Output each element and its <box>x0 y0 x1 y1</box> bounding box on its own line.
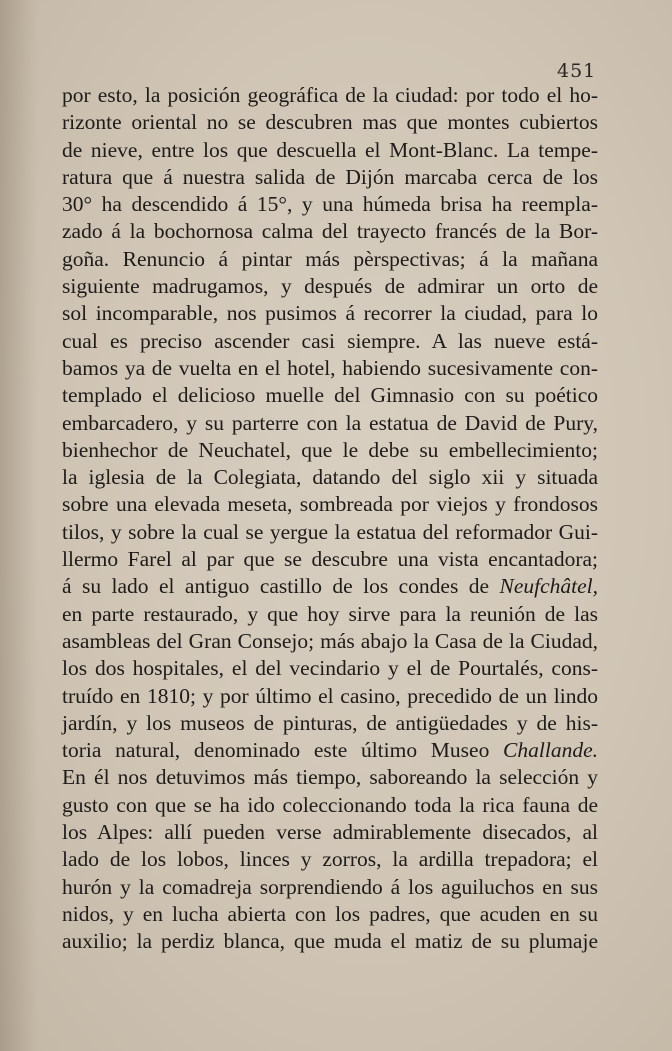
text-line: rizonte oriental no se descubren mas que montes cubiertos <box>62 110 598 135</box>
text-line: cual es preciso ascender casi siempre. A las nueve está- <box>62 328 598 353</box>
body-text <box>62 82 598 956</box>
text-line-italic-museum <box>62 737 598 764</box>
text-line: asambleas del Gran Consejo; más abajo la Casa de la Ciudad, <box>62 628 598 653</box>
text-line-italic-castle <box>62 573 598 600</box>
text-line: sobre una elevada meseta, sombreada por viejos y frondosos <box>62 492 598 517</box>
text-line: zado á la bochornosa calma del trayecto francés de la Bor- <box>62 219 598 244</box>
text-line: gusto con que se ha ido coleccionando toda la rica fauna de <box>62 792 598 817</box>
text-line: ratura que á nuestra salida de Dijón marcaba cerca de los <box>62 164 598 189</box>
text-line: hurón y la comadreja sorprendiendo á los aguiluchos en sus <box>62 874 598 899</box>
page-number: 451 <box>557 60 597 82</box>
text-line: en parte restaurado, y que hoy sirve para la reunión de las <box>62 601 598 626</box>
text-line: de nieve, entre los que descuella el Mont-Blanc. La tempe- <box>62 137 598 162</box>
museum-name-italic: Challande. <box>503 738 598 763</box>
text-line: goña. Renuncio á pintar más pèrspectivas; á la mañana <box>62 246 598 271</box>
text-line: bienhechor de Neuchatel, que le debe su embellecimiento; <box>62 437 598 462</box>
text-line: En él nos detuvimos más tiempo, saboreando la selección y <box>62 765 598 790</box>
text-line: los Alpes: allí pueden verse admirablemente disecados, al <box>62 820 598 845</box>
text-line: bamos ya de vuelta en el hotel, habiendo sucesivamente con- <box>62 355 598 380</box>
text-line: nidos, y en lucha abierta con los padres, que acuden en su <box>62 901 598 926</box>
text-line: llermo Farel al par que se descubre una vista encantadora; <box>62 547 598 572</box>
text-line: jardín, y los museos de pinturas, de antigüedades y de his- <box>62 710 598 735</box>
castle-line-prefix: á su lado el antiguo castillo de los condes de <box>62 574 500 599</box>
text-line: truído en 1810; y por último el casino, precedido de un lindo <box>62 683 598 708</box>
text-line: por esto, la posición geográfica de la ciudad: por todo el ho- <box>62 83 598 107</box>
text-line: siguiente madrugamos, y después de admirar un orto de <box>62 274 598 299</box>
text-line: embarcadero, y su parterre con la estatua de David de Pury, <box>62 410 598 435</box>
text-line: la iglesia de la Colegiata, datando del siglo xii y situada <box>62 465 598 490</box>
text-line: sol incomparable, nos pusimos á recorrer la ciudad, para lo <box>62 301 598 326</box>
castle-name-italic: Neufchâtel, <box>499 574 598 599</box>
text-line: auxilio; la perdiz blanca, que muda el matiz de su plumaje <box>62 929 598 954</box>
text-line: templado el delicioso muelle del Gimnasio con su poético <box>62 383 598 408</box>
text-line: 30° ha descendido á 15°, y una húmeda brisa ha reempla- <box>62 192 598 217</box>
binding-shadow <box>0 0 38 1051</box>
text-line: lado de los lobos, linces y zorros, la ardilla trepadora; el <box>62 847 598 872</box>
text-line: los dos hospitales, el del vecindario y el de Pourtalés, cons- <box>62 656 598 681</box>
text-line: tilos, y sobre la cual se yergue la estatua del reformador Gui- <box>62 519 598 544</box>
museum-line-prefix: toria natural, denominado este último Museo <box>62 738 504 763</box>
